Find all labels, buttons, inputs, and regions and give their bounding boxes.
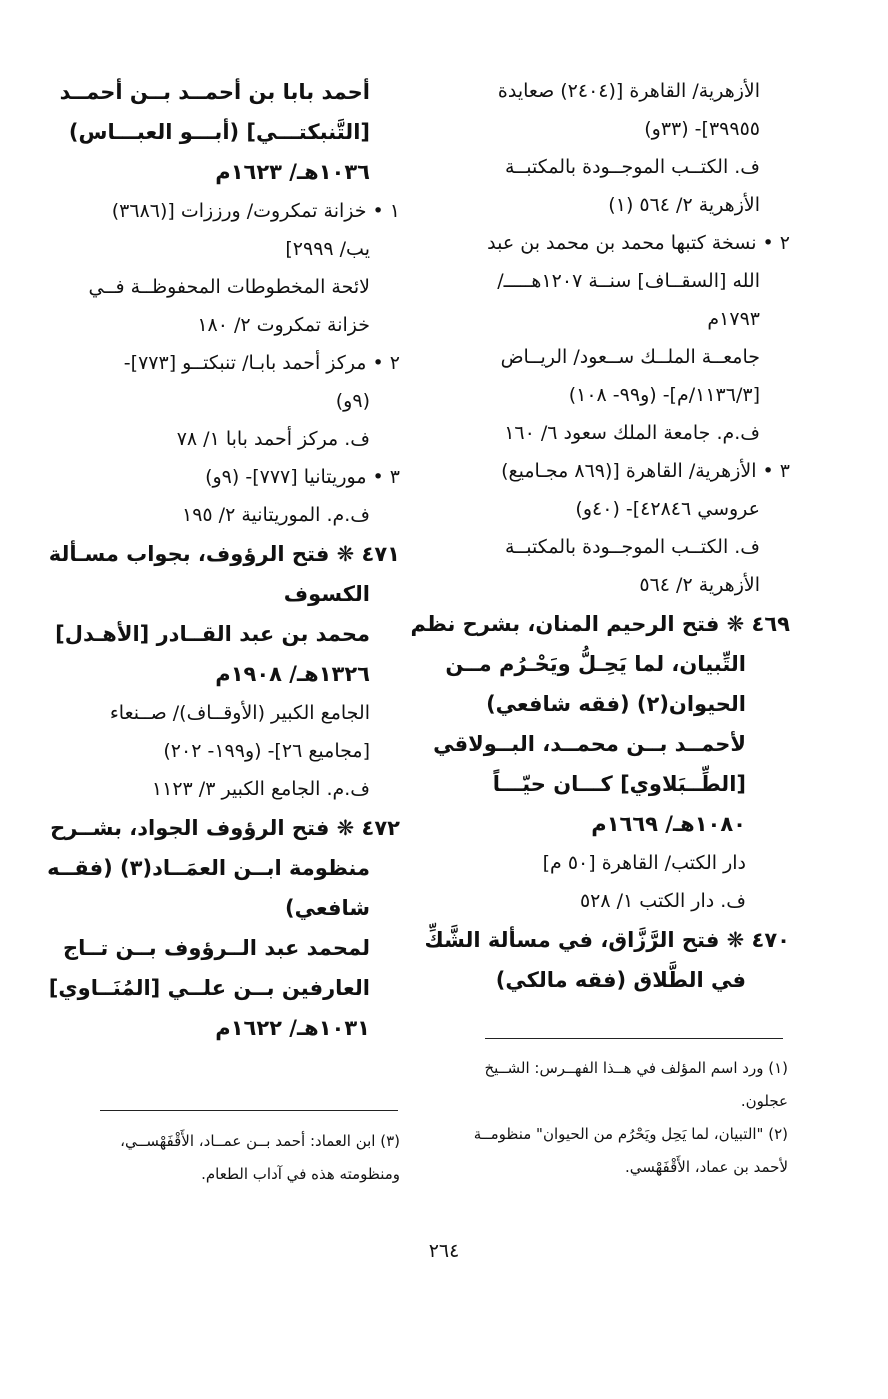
footnotes-left xyxy=(80,1125,400,1191)
footnote-line: (٢) "التبيان، لما يَحِل ويَحْرُم من الحيوان" منظومــة xyxy=(473,1125,788,1143)
left-column-line: منظومة ابــن العمَــاد(٣) (فقــه xyxy=(47,856,370,880)
left-column-line: لمحمد عبد الــرؤوف بــن تــاج xyxy=(62,936,370,960)
right-column-line: عروسي ٤٢٨٤٦]- (٤٠و) xyxy=(575,498,760,520)
right-column-line: ف.م. جامعة الملك سعود ٦/ ١٦٠ xyxy=(504,422,760,444)
right-column-line: التِّبيان، لما يَحِـلُّ ويَحْـرُم مــن xyxy=(445,652,746,676)
left-column-line: ١٠٣٦هـ/ ١٦٢٣م xyxy=(215,160,370,184)
left-column-line: ف.م. الجامع الكبير ٣/ ١١٢٣ xyxy=(151,778,370,800)
left-column-line: [مجاميع ٢٦]- (و١٩٩- ٢٠٢) xyxy=(163,740,370,762)
left-column-line: ٤٧١ ❋ فتح الرؤوف، بجواب مسـألة xyxy=(48,542,400,566)
right-column-line: ف. الكتــب الموجــودة بالمكتبــة xyxy=(504,536,760,558)
left-column-line: الجامع الكبير (الأوقــاف)/ صــنعاء xyxy=(109,702,370,724)
left-column-line: ف.م. الموريتانية ٢/ ١٩٥ xyxy=(182,504,370,526)
left-column-line: خزانة تمكروت ٢/ ١٨٠ xyxy=(197,314,370,336)
right-column-line: [١١٣٦/٣/م]- (و٩٩- ١٠٨) xyxy=(568,384,760,406)
right-column-line: ١٠٨٠هـ/ ١٦٦٩م xyxy=(591,812,746,836)
left-column-line: محمد بن عبد القــادر [الأهـدل] xyxy=(55,622,370,646)
left-column-line: ١٠٣١هـ/ ١٦٢٢م xyxy=(215,1016,370,1040)
right-column-line: ٣ • الأزهرية/ القاهرة [(٨٦٩ مجـاميع) xyxy=(501,460,790,482)
right-column xyxy=(410,72,790,1000)
footnote-line: لأحمد بن عماد، الأَقْفَهْسي. xyxy=(624,1158,788,1176)
left-column-line: ٢ • مركز أحمد بابـا/ تنبكتــو [٧٧٣]- xyxy=(123,352,400,374)
left-column-line: ٤٧٢ ❋ فتح الرؤوف الجواد، بشــرح xyxy=(50,816,400,840)
right-column-line: في الطَّلاق (فقه مالكي) xyxy=(495,968,746,992)
right-column-line: ٣٩٩٥٥]- (٣٣و) xyxy=(644,118,760,140)
left-column-line: أحمد بابا بن أحمــد بــن أحمــد xyxy=(59,80,370,104)
footnote-line: (٣) ابن العماد: أحمد بــن عمــاد، الأَقْفَهْســي، xyxy=(120,1132,400,1150)
left-column-line: يب/ ٢٩٩٩] xyxy=(285,238,370,260)
left-column-line: ١٣٢٦هـ/ ١٩٠٨م xyxy=(215,662,370,686)
right-column-line: الله [السقــاف] سنــة ١٢٠٧هـــــ/ xyxy=(497,270,760,292)
right-column-line: جامعــة الملــك ســعود/ الريــاض xyxy=(500,346,760,368)
right-column-line: ٤٦٩ ❋ فتح الرحيم المنان، بشرح نظم xyxy=(410,612,790,636)
right-column-line: ف. الكتــب الموجــودة بالمكتبــة xyxy=(504,156,760,178)
right-column-line: [الطِّــبَلاوي] كـــان حيّـــاً xyxy=(492,772,746,796)
footnote-divider-left xyxy=(100,1110,398,1111)
footnote-line: (١) ورد اسم المؤلف في هــذا الفهــرس: الشــيخ xyxy=(484,1059,788,1077)
left-column-line: الكسوف xyxy=(283,582,370,606)
left-column-line: [التَّنبكتـــي] (أبـــو العبـــاس) xyxy=(68,120,370,144)
right-column-line: الحيوان(٢) (فقه شافعي) xyxy=(486,692,746,716)
footnote-divider-right xyxy=(485,1038,783,1039)
right-column-line: ف. دار الكتب ١/ ٥٢٨ xyxy=(579,890,746,912)
left-column-line: ٣ • موريتانيا [٧٧٧]- (٩و) xyxy=(205,466,400,488)
left-column-line: لائحة المخطوطات المحفوظــة فــي xyxy=(88,276,370,298)
left-column xyxy=(47,72,400,1048)
right-column-line: ١٧٩٣م xyxy=(707,308,760,330)
left-column-line: شافعي) xyxy=(285,896,370,920)
left-column-line: (٩و) xyxy=(335,390,370,412)
left-column-line: ف. مركز أحمد بابا ١/ ٧٨ xyxy=(176,428,370,450)
right-column-line: لأحمــد بــن محمــد، البــولاقي xyxy=(433,732,746,756)
right-column-line: الأزهرية ٢/ ٥٦٤ (١) xyxy=(608,194,760,216)
right-column-line: ٤٧٠ ❋ فتح الرَّزَّاق، في مسألة الشَّكِّ xyxy=(424,928,790,952)
footnotes-right xyxy=(448,1052,788,1184)
footnote-line: عجلون. xyxy=(740,1092,788,1110)
page-number: ٢٦٤ xyxy=(428,1240,460,1262)
left-column-line: العارفين بــن علــي [المُنَــاوي] xyxy=(48,976,370,1000)
right-column-line: الأزهرية/ القاهرة [(٢٤٠٤) صعايدة xyxy=(497,80,760,102)
footnote-line: ومنظومته هذه في آداب الطعام. xyxy=(201,1165,400,1183)
right-column-line: دار الكتب/ القاهرة [٥٠ م] xyxy=(542,852,746,874)
right-column-line: الأزهرية ٢/ ٥٦٤ xyxy=(639,574,760,596)
left-column-line: ١ • خزانة تمكروت/ ورززات [(٣٦٨٦) xyxy=(111,200,400,222)
right-column-line: ٢ • نسخة كتبها محمد بن محمد بن عبد xyxy=(487,232,790,254)
